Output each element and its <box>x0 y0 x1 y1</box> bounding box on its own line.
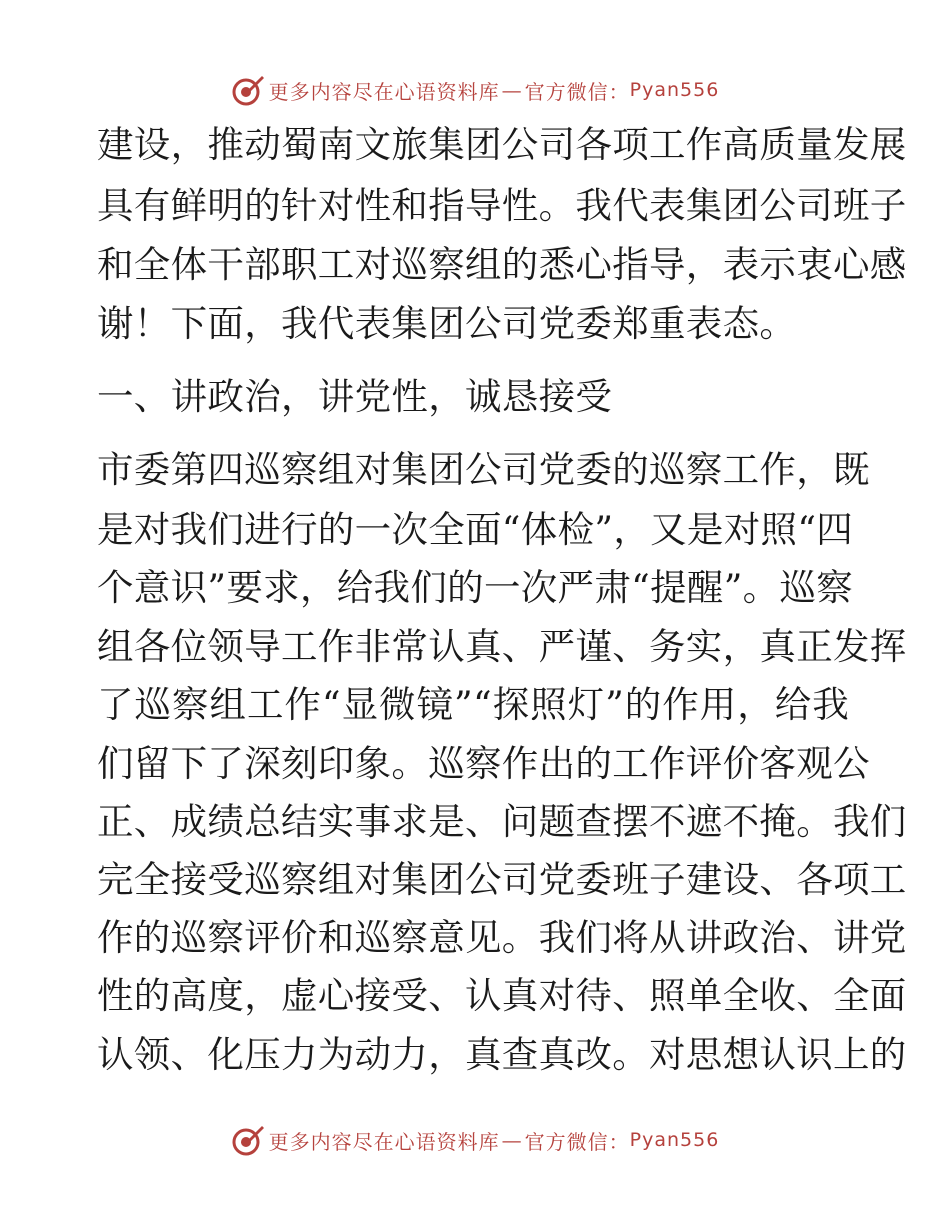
body-line: 建设，推动蜀南文旅集团公司各项工作高质量发展 <box>97 123 907 166</box>
watermark-text: 更多内容尽在心语资料库 <box>268 1129 500 1154</box>
body-line: 具有鲜明的针对性和指导性。我代表集团公司班子 <box>97 184 907 227</box>
body-line: 作的巡察评价和巡察意见。我们将从讲政治、讲党 <box>97 916 907 959</box>
body-line: 了巡察组工作“显微镜”“探照灯”的作用，给我 <box>97 683 849 726</box>
watermark-wechat-id: Pyan556 <box>629 1129 720 1151</box>
body-line: 市委第四巡察组对集团公司党委的巡察工作，既 <box>97 448 870 491</box>
body-line: 是对我们进行的一次全面“体检”，又是对照“四 <box>97 508 854 551</box>
watermark-footer <box>0 1120 950 1160</box>
body-line: 认领、化压力为动力，真查真改。对思想认识上的 <box>97 1033 907 1076</box>
body-line: 们留下了深刻印象。巡察作出的工作评价客观公 <box>97 742 870 785</box>
watermark-wechat-label: 官方微信： <box>524 1129 630 1154</box>
body-line: 组各位领导工作非常认真、严谨、务实，真正发挥 <box>97 625 907 668</box>
watermark-separator: — <box>501 78 523 102</box>
watermark-text: 更多内容尽在心语资料库 <box>268 79 500 104</box>
body-line: 正、成绩总结实事求是、问题查摆不遮不掩。我们 <box>97 800 907 843</box>
body-line: 和全体干部职工对巡察组的悉心指导，表示衷心感 <box>97 243 907 286</box>
watermark-separator: — <box>501 1128 523 1152</box>
body-line: 谢！下面，我代表集团公司党委郑重表态。 <box>97 302 797 345</box>
watermark-header <box>0 70 950 110</box>
pen-logo-icon <box>231 73 265 107</box>
section-heading: 一、讲政治，讲党性，诚恳接受 <box>97 375 613 418</box>
watermark-wechat-label: 官方微信： <box>524 79 630 104</box>
watermark-wechat-id: Pyan556 <box>629 79 720 101</box>
body-line: 完全接受巡察组对集团公司党委班子建设、各项工 <box>97 858 907 901</box>
pen-logo-icon <box>231 1123 265 1157</box>
body-line: 个意识”要求，给我们的一次严肃“提醒”。巡察 <box>97 566 854 609</box>
body-line: 性的高度，虚心接受、认真对待、照单全收、全面 <box>97 974 907 1017</box>
